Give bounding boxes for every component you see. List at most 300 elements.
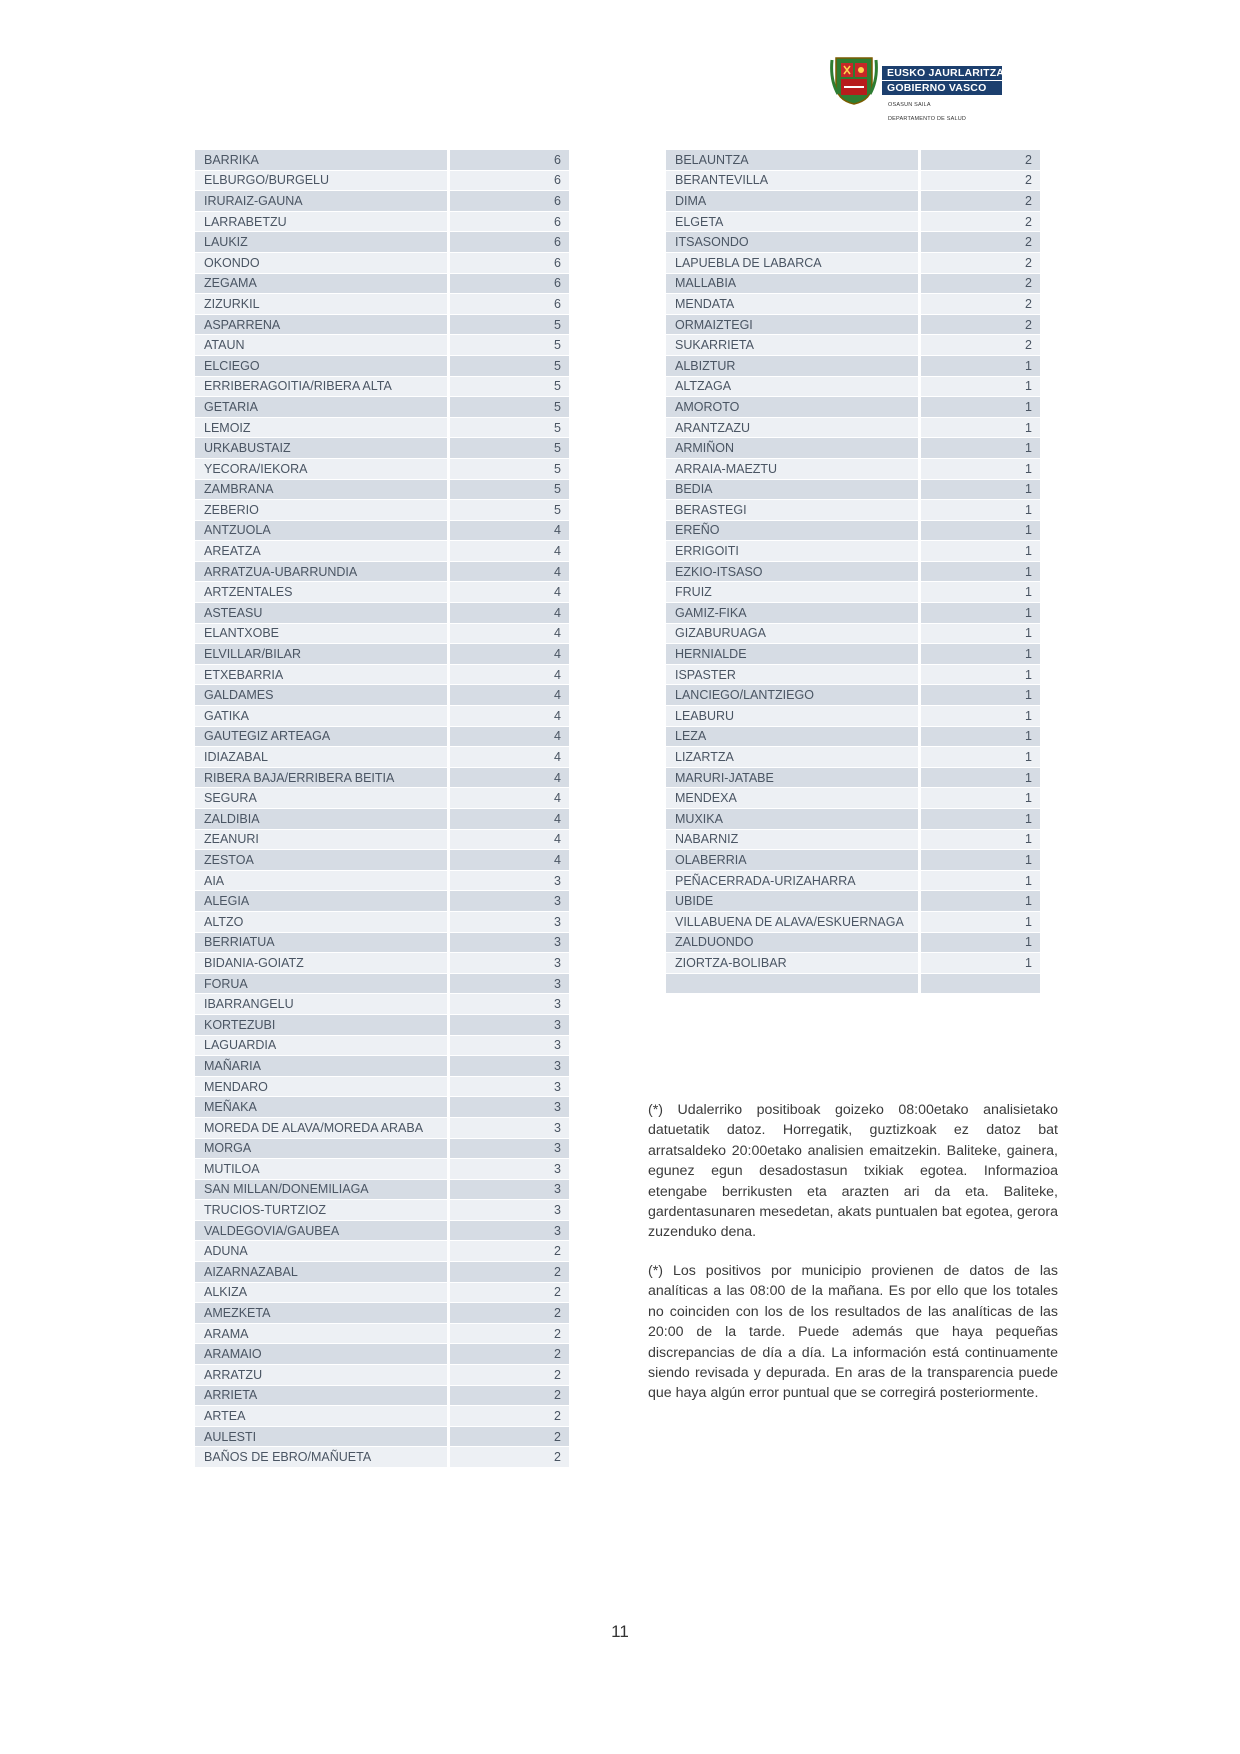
positive-count: 2 [918,232,1040,253]
positive-count: 1 [918,582,1040,603]
table-row [195,1159,569,1180]
positive-count: 1 [918,418,1040,439]
logo-text-spanish: GOBIERNO VASCO [882,81,1002,95]
municipality-name: VALDEGOVIA/GAUBEA [195,1221,447,1242]
positive-count: 3 [447,1159,569,1180]
table-row [666,253,1040,274]
municipality-name: GIZABURUAGA [666,624,918,645]
table-row [195,315,569,336]
positive-count: 5 [447,377,569,398]
positive-count: 4 [447,809,569,830]
positive-count: 2 [918,335,1040,356]
positive-count: 6 [447,294,569,315]
municipality-name: LAUKIZ [195,232,447,253]
positive-count: 4 [447,582,569,603]
municipality-name: AIZARNAZABAL [195,1262,447,1283]
positive-count: 2 [447,1262,569,1283]
municipality-name: ERRIGOITI [666,541,918,562]
municipality-name: ZESTOA [195,850,447,871]
positive-count: 2 [447,1303,569,1324]
positive-count: 3 [447,1015,569,1036]
table-row [666,335,1040,356]
municipality-name: ARTZENTALES [195,582,447,603]
footnote-basque: (*) Udalerriko positiboak goizeko 08:00etako analisietako datuetatik datoz. Horregatik, guztizkoak ez datoz bat arratsaldeko 20:00etako analisien emaitzekin. Baliteke, gainera, egunez egun desadostasun txikiak egotea. Informazioa etengabe berrikusten eta arazten ari da eta. Baliteke, gardentasunaren mesedetan, akats puntualen bat egotea, gerora zuzenduko dena. [648,1102,1058,1241]
coat-of-arms-icon [830,54,878,106]
positive-count: 4 [447,830,569,851]
table-row [666,727,1040,748]
positive-count: 4 [447,562,569,583]
positive-count: 1 [918,768,1040,789]
municipality-name: ALKIZA [195,1283,447,1304]
table-row [195,1036,569,1057]
positive-count: 2 [918,274,1040,295]
table-row [195,1097,569,1118]
table-row [666,191,1040,212]
municipality-name: LEMOIZ [195,418,447,439]
municipality-name: ZEANURI [195,830,447,851]
table-row [666,624,1040,645]
municipality-name: ETXEBARRIA [195,665,447,686]
table-row [666,541,1040,562]
municipality-name: GETARIA [195,397,447,418]
table-row [195,727,569,748]
table-row [666,438,1040,459]
municipality-name: IBARRANGELU [195,994,447,1015]
positive-count [918,974,1040,995]
positive-count: 1 [918,377,1040,398]
municipality-name: ADUNA [195,1241,447,1262]
municipality-name: ZIZURKIL [195,294,447,315]
municipality-name: BERANTEVILLA [666,171,918,192]
municipality-name: MORGA [195,1139,447,1160]
positive-count: 2 [918,253,1040,274]
municipality-name: NABARNIZ [666,830,918,851]
positive-count: 1 [918,665,1040,686]
municipality-name: ARRIETA [195,1386,447,1407]
department-name-spanish: DEPARTAMENTO DE SALUD [888,116,967,122]
municipality-name: ARMIÑON [666,438,918,459]
table-row [666,294,1040,315]
table-row [195,1283,569,1304]
municipality-name: EZKIO-ITSASO [666,562,918,583]
municipality-name: OKONDO [195,253,447,274]
positive-count: 1 [918,562,1040,583]
positive-count: 3 [447,1200,569,1221]
table-row [666,582,1040,603]
municipality-name: LEABURU [666,706,918,727]
municipality-name: AMEZKETA [195,1303,447,1324]
municipality-name: ITSASONDO [666,232,918,253]
positive-count: 1 [918,809,1040,830]
municipality-name: AMOROTO [666,397,918,418]
municipality-name: GAMIZ-FIKA [666,603,918,624]
table-row [195,891,569,912]
table-row [666,480,1040,501]
municipality-name: ORMAIZTEGI [666,315,918,336]
positive-count: 1 [918,521,1040,542]
table-row [195,685,569,706]
positive-count: 4 [447,521,569,542]
table-row [195,521,569,542]
positive-count: 3 [447,912,569,933]
table-row [195,274,569,295]
table-row [195,1262,569,1283]
municipality-name: LARRABETZU [195,212,447,233]
municipality-name: UBIDE [666,891,918,912]
municipality-name: ARAMAIO [195,1344,447,1365]
positive-count: 6 [447,191,569,212]
municipality-name: MOREDA DE ALAVA/MOREDA ARABA [195,1118,447,1139]
table-row [666,562,1040,583]
municipality-name: ARAMA [195,1324,447,1345]
positive-count: 5 [447,438,569,459]
positive-count: 1 [918,850,1040,871]
positive-count: 2 [447,1447,569,1468]
municipality-name: AIA [195,871,447,892]
municipality-name: ZALDIBIA [195,809,447,830]
positive-count: 1 [918,727,1040,748]
page-number: 11 [611,1622,629,1641]
positive-count: 2 [447,1324,569,1345]
table-row [195,871,569,892]
positive-count: 5 [447,397,569,418]
logo-text-basque: EUSKO JAURLARITZA [882,66,1002,80]
table-row [195,541,569,562]
table-row [666,315,1040,336]
positive-count: 2 [918,212,1040,233]
table-row [195,1324,569,1345]
table-row [195,912,569,933]
table-row [666,871,1040,892]
table-row [195,582,569,603]
table-row [666,768,1040,789]
municipality-name: SEGURA [195,788,447,809]
municipality-name: VILLABUENA DE ALAVA/ESKUERNAGA [666,912,918,933]
positive-count: 1 [918,953,1040,974]
municipality-name: BERRIATUA [195,933,447,954]
positive-count: 3 [447,1221,569,1242]
municipality-name: MARURI-JATABE [666,768,918,789]
table-row [195,171,569,192]
positive-count: 3 [447,1139,569,1160]
positive-count: 5 [447,335,569,356]
positive-count: 2 [447,1283,569,1304]
table-row [195,438,569,459]
table-row [195,1077,569,1098]
government-logo [830,54,1010,126]
municipality-name: ISPASTER [666,665,918,686]
positive-count: 4 [447,644,569,665]
table-row [195,377,569,398]
table-row [666,521,1040,542]
table-row [666,274,1040,295]
positive-count: 3 [447,871,569,892]
municipality-name: ATAUN [195,335,447,356]
positive-count: 6 [447,253,569,274]
table-row [195,232,569,253]
positive-count: 4 [447,665,569,686]
table-row [195,1447,569,1468]
positive-count: 4 [447,603,569,624]
table-row [195,191,569,212]
municipality-name: SAN MILLAN/DONEMILIAGA [195,1180,447,1201]
table-row [666,644,1040,665]
positive-count: 1 [918,933,1040,954]
positive-count: 6 [447,212,569,233]
table-row [195,459,569,480]
municipality-name: MENDARO [195,1077,447,1098]
municipality-name: ELGETA [666,212,918,233]
table-row [666,603,1040,624]
municipality-name: BERASTEGI [666,500,918,521]
positive-count: 2 [918,150,1040,171]
municipality-name: FORUA [195,974,447,995]
table-row [666,356,1040,377]
positive-count: 3 [447,1036,569,1057]
table-row [666,397,1040,418]
table-row [195,1386,569,1407]
table-row [195,994,569,1015]
positive-count: 5 [447,500,569,521]
table-row [195,1241,569,1262]
positive-count: 2 [918,191,1040,212]
table-row [666,500,1040,521]
municipality-name: ELCIEGO [195,356,447,377]
table-row [195,830,569,851]
table-row [195,974,569,995]
municipality-name: BEDIA [666,480,918,501]
positive-count: 2 [447,1344,569,1365]
department-name-basque: OSASUN SAILA [888,102,931,108]
positive-count: 1 [918,891,1040,912]
positive-count: 5 [447,356,569,377]
table-row [195,644,569,665]
municipality-name: ELVILLAR/BILAR [195,644,447,665]
municipality-name: FRUIZ [666,582,918,603]
municipality-name: MENDATA [666,294,918,315]
municipality-name: ARRATZUA-UBARRUNDIA [195,562,447,583]
table-row [195,788,569,809]
table-row [666,788,1040,809]
municipality-name: ASPARRENA [195,315,447,336]
positive-count: 3 [447,933,569,954]
positive-count: 3 [447,974,569,995]
positive-count: 4 [447,685,569,706]
table-row [195,953,569,974]
positive-count: 1 [918,459,1040,480]
table-row [666,830,1040,851]
table-row [195,294,569,315]
municipality-name: LEZA [666,727,918,748]
positive-count: 2 [918,171,1040,192]
positive-count: 6 [447,274,569,295]
positive-count: 1 [918,644,1040,665]
table-row [666,685,1040,706]
table-row [195,603,569,624]
positive-count: 1 [918,541,1040,562]
table-row [195,335,569,356]
municipality-name: GATIKA [195,706,447,727]
table-row [195,418,569,439]
positive-count: 2 [447,1365,569,1386]
municipality-name: ALTZAGA [666,377,918,398]
table-row [195,1365,569,1386]
positive-count: 1 [918,871,1040,892]
municipality-name: KORTEZUBI [195,1015,447,1036]
positive-count: 1 [918,747,1040,768]
positive-count: 1 [918,788,1040,809]
table-row [666,459,1040,480]
positive-count: 3 [447,1097,569,1118]
municipality-name: MAÑARIA [195,1056,447,1077]
municipality-name: DIMA [666,191,918,212]
table-row [666,706,1040,727]
table-row [195,562,569,583]
positive-count: 3 [447,1077,569,1098]
municipality-name: BAÑOS DE EBRO/MAÑUETA [195,1447,447,1468]
positive-count: 2 [918,315,1040,336]
positive-count: 1 [918,356,1040,377]
municipality-name: GALDAMES [195,685,447,706]
positive-count: 4 [447,768,569,789]
municipality-name: EREÑO [666,521,918,542]
table-row [666,171,1040,192]
positive-count: 4 [447,706,569,727]
positive-count: 3 [447,994,569,1015]
table-row [195,1139,569,1160]
municipality-name: ELANTXOBE [195,624,447,645]
positive-count: 1 [918,912,1040,933]
table-row [666,912,1040,933]
positive-count: 2 [447,1386,569,1407]
positive-count: 3 [447,1180,569,1201]
municipality-name: ARRAIA-MAEZTU [666,459,918,480]
table-row [666,377,1040,398]
municipality-name: TRUCIOS-TURTZIOZ [195,1200,447,1221]
municipality-name: AULESTI [195,1427,447,1448]
positive-count: 4 [447,788,569,809]
municipality-name: BIDANIA-GOIATZ [195,953,447,974]
municipality-name: ARANTZAZU [666,418,918,439]
table-row [666,212,1040,233]
municipality-name: MUTILOA [195,1159,447,1180]
municipality-name: RIBERA BAJA/ERRIBERA BEITIA [195,768,447,789]
positive-count: 1 [918,624,1040,645]
positive-count: 1 [918,830,1040,851]
table-row [666,809,1040,830]
positive-count: 1 [918,685,1040,706]
municipality-name: MALLABIA [666,274,918,295]
positive-count: 2 [447,1406,569,1427]
table-row [666,232,1040,253]
municipality-name: ELBURGO/BURGELU [195,171,447,192]
positive-count: 1 [918,603,1040,624]
municipality-name [666,974,918,995]
municipality-table-right [666,150,1040,994]
municipality-name: ANTZUOLA [195,521,447,542]
municipality-name: MENDEXA [666,788,918,809]
municipality-name: MEÑAKA [195,1097,447,1118]
table-row [195,1015,569,1036]
municipality-name: MUXIKA [666,809,918,830]
municipality-name: ZEGAMA [195,274,447,295]
table-row [666,747,1040,768]
positive-count: 3 [447,1056,569,1077]
municipality-name: LAGUARDIA [195,1036,447,1057]
municipality-name: PEÑACERRADA-URIZAHARRA [666,871,918,892]
table-row [666,974,1040,995]
municipality-name: ALEGIA [195,891,447,912]
table-row [666,850,1040,871]
positive-count: 4 [447,727,569,748]
municipality-name: ERRIBERAGOITIA/RIBERA ALTA [195,377,447,398]
positive-count: 6 [447,232,569,253]
table-row [195,480,569,501]
positive-count: 1 [918,706,1040,727]
municipality-name: LIZARTZA [666,747,918,768]
table-row [195,150,569,171]
table-row [195,212,569,233]
positive-count: 4 [447,541,569,562]
positive-count: 4 [447,624,569,645]
municipality-name: BELAUNTZA [666,150,918,171]
table-row [195,1427,569,1448]
municipality-name: ARRATZU [195,1365,447,1386]
positive-count: 3 [447,891,569,912]
table-row [195,1344,569,1365]
table-row [195,1118,569,1139]
table-row [666,891,1040,912]
footnote-spanish: (*) Los positivos por municipio provienen de datos de las analíticas a las 08:00 de la mañana. Es por ello que los totales no coinciden con los de los resultados de las analíticas de las 20:00 de la tarde. Puede además que haya pequeñas discrepancias de día a día. La información está continuamente siendo revisada y depurada. En aras de la transparencia puede que haya algún error puntual que se corregirá posteriormente. [648,1263,1058,1402]
positive-count: 2 [447,1427,569,1448]
positive-count: 3 [447,1118,569,1139]
table-row [195,850,569,871]
table-row [195,1180,569,1201]
municipality-name: ZIORTZA-BOLIBAR [666,953,918,974]
positive-count: 4 [447,747,569,768]
table-row [195,933,569,954]
table-row [195,1056,569,1077]
positive-count: 6 [447,150,569,171]
table-row [195,747,569,768]
table-row [666,150,1040,171]
municipality-name: ALTZO [195,912,447,933]
positive-count: 5 [447,315,569,336]
table-row [195,500,569,521]
table-row [195,665,569,686]
positive-count: 1 [918,480,1040,501]
table-row [195,397,569,418]
municipality-table-left [195,150,569,1468]
table-row [666,418,1040,439]
positive-count: 1 [918,438,1040,459]
table-row [666,933,1040,954]
positive-count: 5 [447,480,569,501]
municipality-name: AREATZA [195,541,447,562]
table-row [195,809,569,830]
positive-count: 2 [447,1241,569,1262]
table-row [195,253,569,274]
municipality-name: LAPUEBLA DE LABARCA [666,253,918,274]
municipality-name: URKABUSTAIZ [195,438,447,459]
positive-count: 6 [447,171,569,192]
municipality-name: ZALDUONDO [666,933,918,954]
table-row [195,1303,569,1324]
positive-count: 1 [918,397,1040,418]
table-row [666,953,1040,974]
positive-count: 1 [918,500,1040,521]
municipality-name: OLABERRIA [666,850,918,871]
